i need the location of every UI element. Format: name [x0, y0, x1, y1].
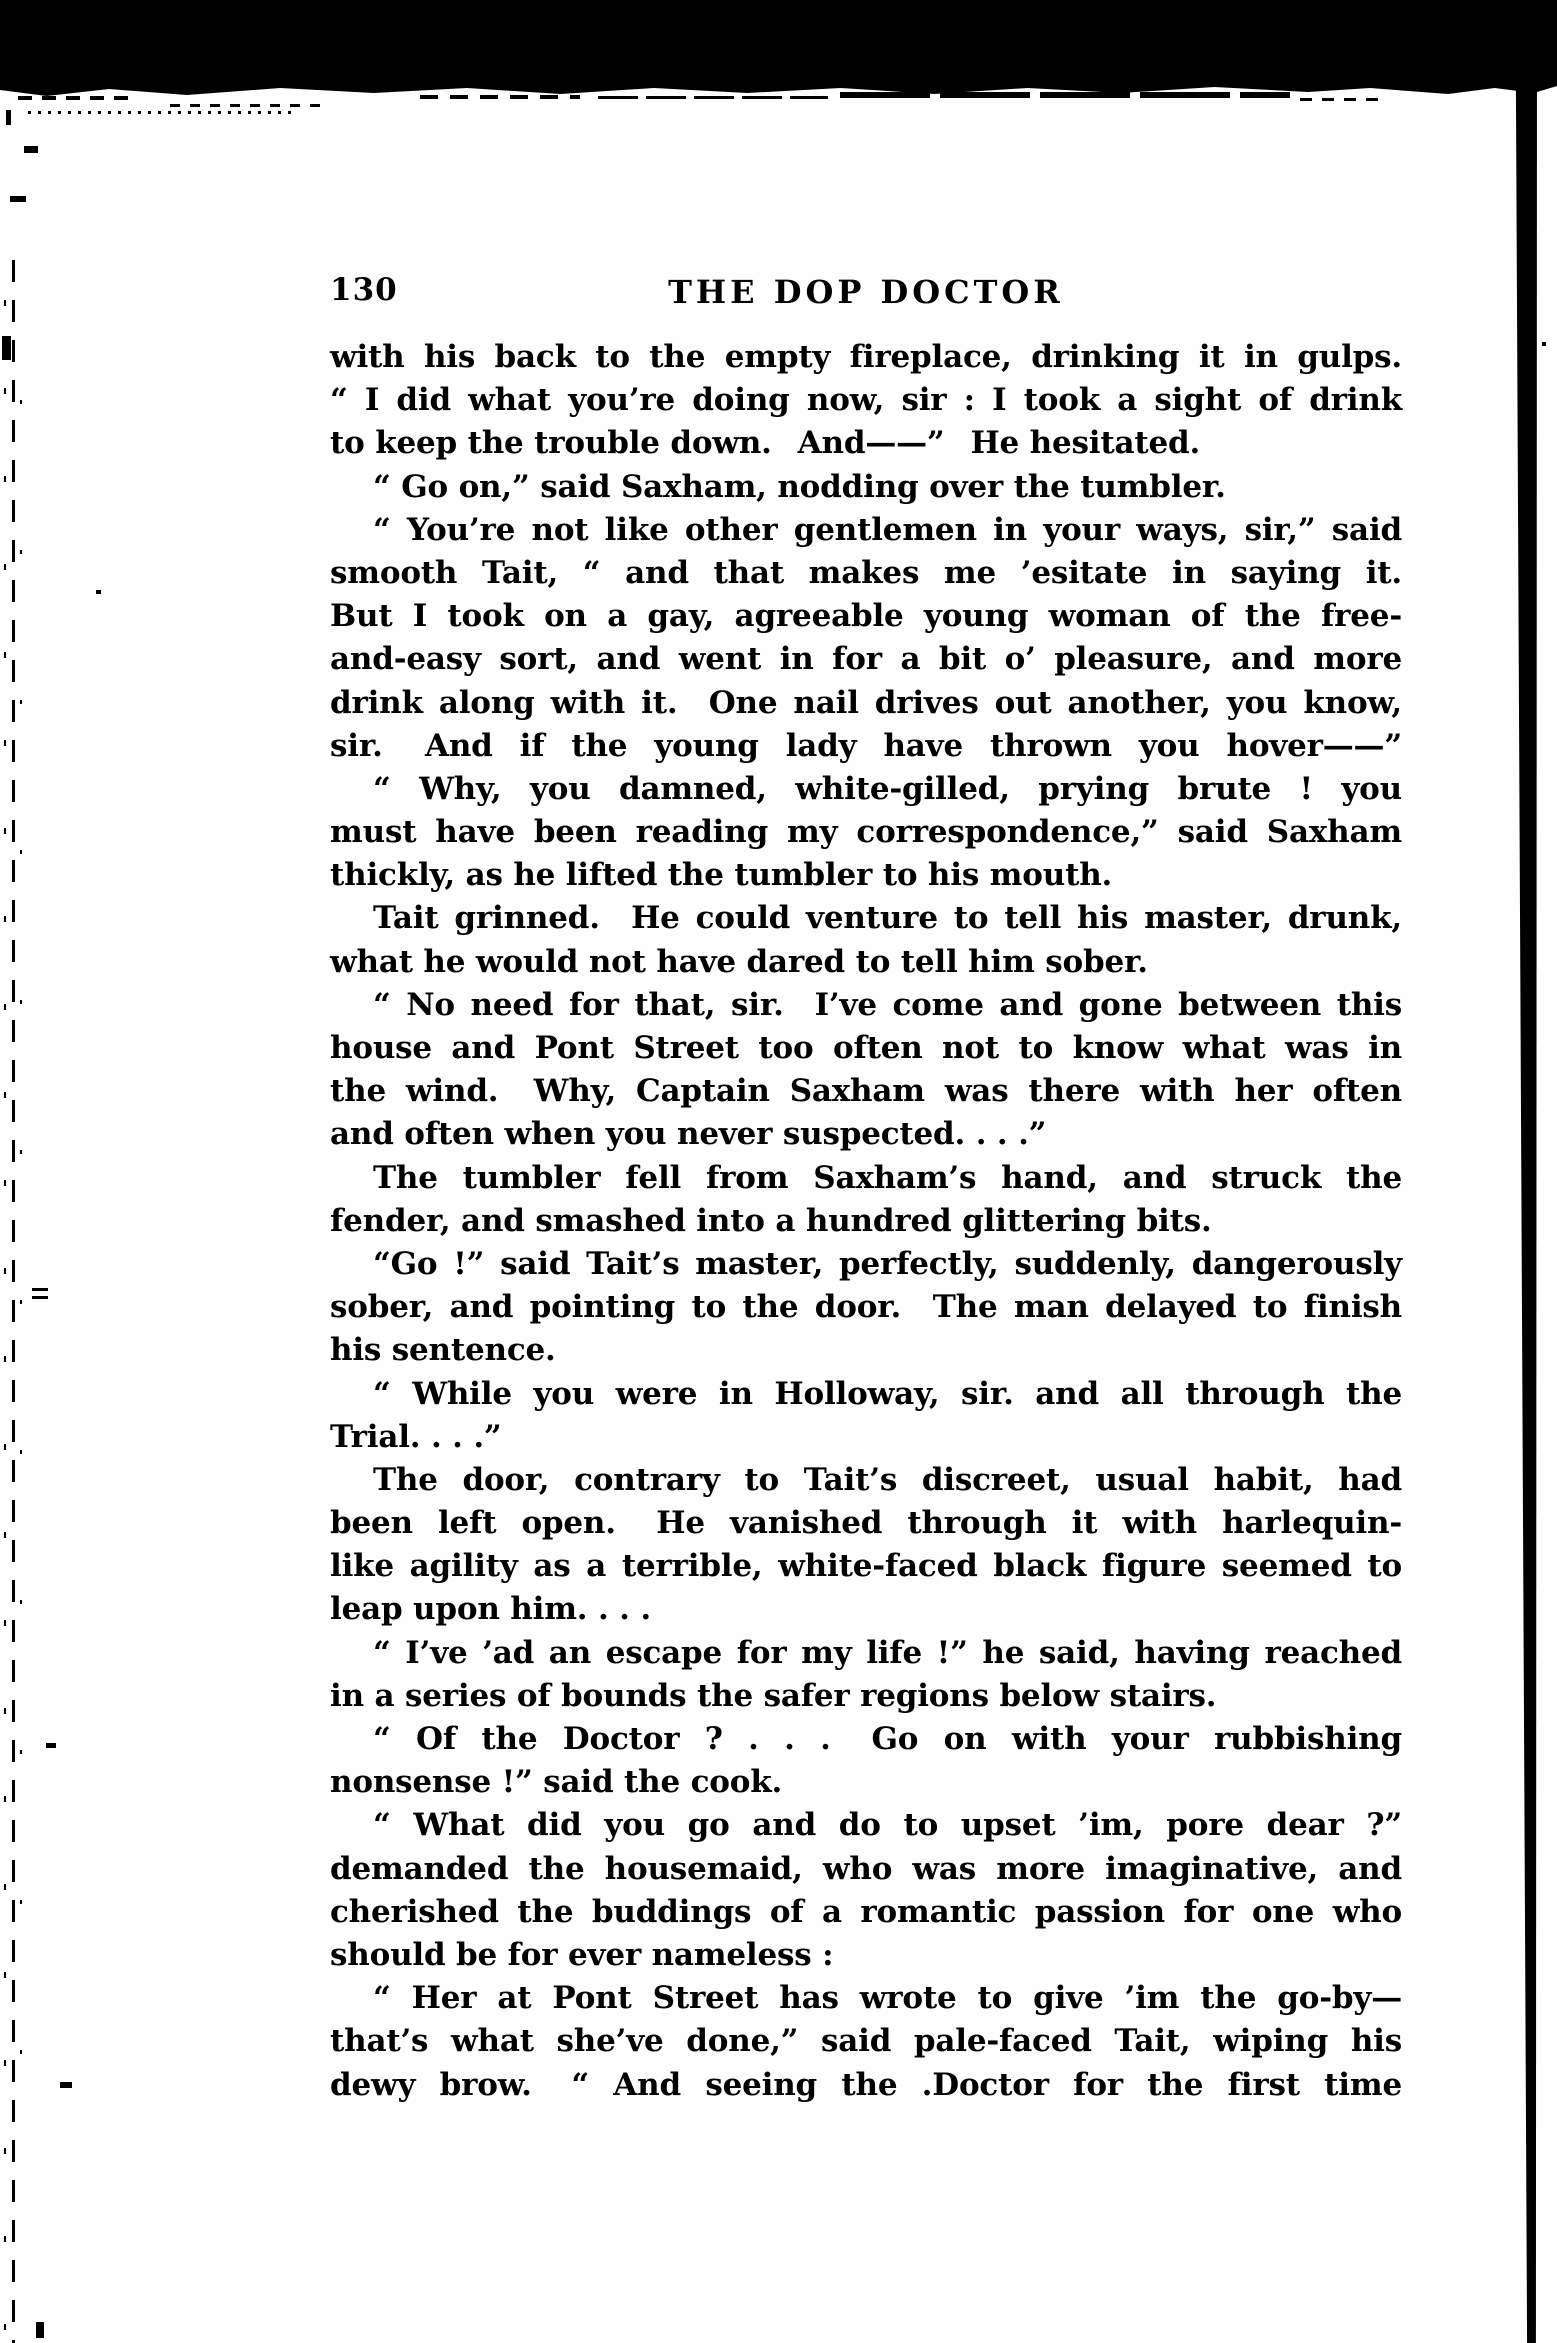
scan-left-edge-noise — [4, 300, 6, 2343]
text-line: Tait grinned. He could venture to tell his master, drunk, — [373, 900, 1402, 937]
text-line: “ Go on,” said Saxham, nodding over the tumbler. — [373, 468, 1226, 505]
text-line: dewy brow. “ And seeing the .Doctor for the first time — [330, 2066, 1402, 2103]
text-line: The door, contrary to Tait’s discreet, usual habit, had — [373, 1461, 1402, 1498]
text-line: must have been reading my correspondence,” said Saxham — [330, 814, 1402, 851]
scan-dash-mark — [840, 92, 1290, 98]
scan-speck — [1542, 342, 1546, 346]
text-line: and-easy sort, and went in for a bit o’ pleasure, and more — [330, 641, 1402, 678]
scan-dash-mark — [598, 96, 828, 99]
text-line: leap upon him. . . . — [330, 1591, 651, 1628]
running-head — [330, 270, 1402, 314]
scan-right-binding-bar — [1512, 84, 1538, 2343]
text-line: Trial. . . .” — [330, 1418, 502, 1455]
scan-speck — [96, 590, 101, 594]
text-line: sir. And if the young lady have thrown you hover——” — [330, 727, 1402, 764]
text-line: smooth Tait, “ and that makes me ’esitate in saying it. — [330, 554, 1402, 591]
text-line: fender, and smashed into a hundred glittering bits. — [330, 1202, 1212, 1239]
text-line: to keep the trouble down. And——” He hesitated. — [330, 425, 1201, 462]
scan-dash-mark — [170, 104, 320, 107]
text-line: his sentence. — [330, 1332, 556, 1369]
text-line: The tumbler fell from Saxham’s hand, and struck the — [373, 1159, 1402, 1196]
scan-speck — [36, 2322, 44, 2338]
text-line: house and Pont Street too often not to know what was in — [330, 1030, 1402, 1066]
text-line: that’s what she’ve done,” said pale-faced Tait, wiping his — [330, 2023, 1402, 2060]
text-line: “ Of the Doctor ? . . . Go on with your rubbishing — [373, 1721, 1402, 1757]
text-line: “ What did you go and do to upset ’im, pore dear ?” — [373, 1807, 1402, 1844]
scan-speck — [10, 196, 26, 202]
scan-dash-mark — [1300, 98, 1380, 101]
scan-left-edge-noise — [20, 400, 22, 2200]
text-line: thickly, as he lifted the tumbler to his mouth. — [330, 857, 1113, 894]
text-line: like agility as a terrible, white-faced black figure seemed to — [330, 1548, 1402, 1585]
scan-speck — [60, 2082, 72, 2088]
page-number: 130 — [330, 272, 398, 308]
text-line: with his back to the empty fireplace, drinking it in gulps. — [330, 339, 1402, 375]
scan-dash-mark — [28, 111, 298, 114]
scan-speck — [2, 336, 11, 360]
text-line: But I took on a gay, agreeable young woman of the free- — [330, 598, 1402, 635]
text-line: sober, and pointing to the door. The man delayed to finish — [330, 1289, 1402, 1326]
scan-left-edge-noise — [12, 260, 15, 2343]
text-line: the wind. Why, Captain Saxham was there with her often — [330, 1073, 1402, 1110]
text-line: in a series of bounds the safer regions below stairs. — [330, 1677, 1217, 1714]
text-line: drink along with it. One nail drives out another, you know, — [330, 684, 1402, 721]
scan-speck — [32, 1288, 48, 1299]
text-line: demanded the housemaid, who was more imaginative, and — [330, 1850, 1402, 1887]
text-line: what he would not have dared to tell him sober. — [330, 943, 1148, 980]
text-line: “ You’re not like other gentlemen in your ways, sir,” said — [373, 511, 1402, 548]
body-text — [330, 336, 1402, 2107]
scan-dash-mark — [18, 96, 138, 100]
scan-speck — [24, 146, 38, 153]
text-line: “ Her at Pont Street has wrote to give ’im the go-by— — [373, 1980, 1402, 2017]
text-line: “Go !” said Tait’s master, perfectly, suddenly, dangerously — [373, 1245, 1402, 1282]
text-line: “ No need for that, sir. I’ve come and gone between this — [373, 986, 1402, 1023]
scan-speck — [6, 110, 11, 125]
text-line: “ I did what you’re doing now, sir : I took a sight of drink — [330, 382, 1402, 419]
text-line: nonsense !” said the cook. — [330, 1764, 783, 1801]
page-title: THE DOP DOCTOR — [668, 273, 1064, 311]
text-line: and often when you never suspected. . . .” — [330, 1116, 1047, 1153]
text-line: should be for ever nameless : — [330, 1936, 834, 1973]
text-line: “ I’ve ’ad an escape for my life !” he said, having reached — [373, 1634, 1402, 1671]
text-line: “ Why, you damned, white-gilled, prying brute ! you — [373, 770, 1402, 807]
scan-speck — [46, 1743, 56, 1748]
text-line: “ While you were in Holloway, sir. and all through the — [373, 1375, 1402, 1412]
scan-dash-mark — [420, 95, 580, 99]
scan-top-black-bar — [0, 0, 1557, 100]
text-line: cherished the buddings of a romantic passion for one who — [330, 1893, 1402, 1930]
text-line: been left open. He vanished through it with harlequin- — [330, 1505, 1402, 1542]
